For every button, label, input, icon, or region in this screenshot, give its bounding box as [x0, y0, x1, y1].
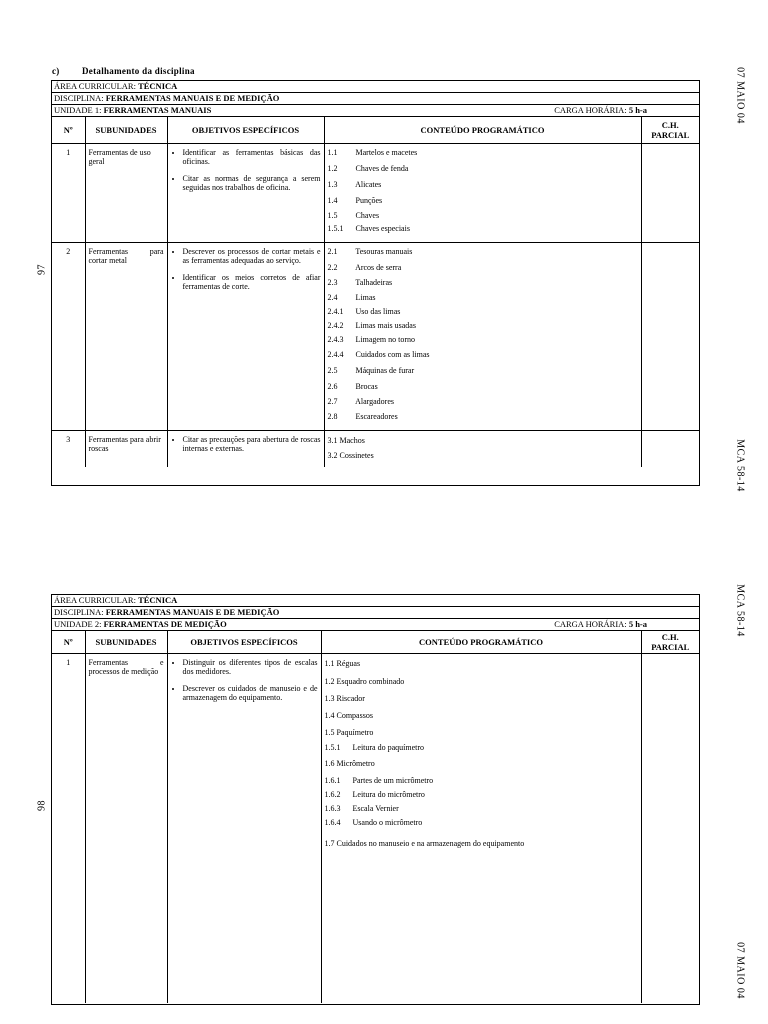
content-grid: [52, 631, 699, 1003]
discipline-row: DISCIPLINA: FERRAMENTAS MANUAIS E DE MEDIÇÃO: [52, 607, 699, 619]
content-item: 1.6 Micrômetro: [324, 758, 375, 768]
side-code-bottom: MCA 58-14: [734, 584, 746, 637]
col-header-objectives: OBJETIVOS ESPECÍFICOS: [167, 631, 321, 653]
row-content: [324, 430, 641, 467]
content-item: 1.6.1 Partes de um micrômetro: [324, 775, 434, 785]
unit-row: UNIDADE 1: FERRAMENTAS MANUAIS CARGA HORÁRIA: 5 h-a: [52, 105, 699, 117]
content-item: 1.1 Martelos e macetes: [327, 147, 418, 157]
col-header-number: Nº: [52, 117, 85, 143]
discipline-table-unit-2: [51, 594, 700, 1005]
row-content: [324, 143, 641, 242]
row-number: 2: [52, 242, 85, 430]
row-workload: [641, 242, 699, 430]
content-item: 1.4 Punções: [327, 195, 383, 205]
content-item: 1.5 Paquímetro: [324, 727, 374, 737]
col-header-workload: C.H. PARCIAL: [641, 631, 699, 653]
area-row: ÁREA CURRICULAR: TÉCNICA: [52, 595, 699, 607]
content-item: 2.8 Escareadores: [327, 411, 398, 421]
workload: CARGA HORÁRIA: 5 h-a: [554, 105, 647, 115]
side-date-bottom: 07 MAIO 04: [734, 942, 746, 999]
row-workload: [641, 143, 699, 242]
content-item: 3.1 Machos: [327, 435, 365, 445]
col-header-content: CONTEÚDO PROGRAMÁTICO: [321, 631, 641, 653]
content-item: 2.5 Máquinas de furar: [327, 365, 415, 375]
row-number: 1: [52, 143, 85, 242]
content-grid: [52, 117, 699, 467]
content-item: 2.6 Brocas: [327, 381, 378, 391]
content-item: 1.4 Compassos: [324, 710, 373, 720]
row-objectives: [167, 430, 324, 467]
content-item: 2.4 Limas: [327, 292, 376, 302]
row-content: [324, 242, 641, 430]
row-subunit: Ferramentas de uso geral: [85, 143, 167, 242]
content-item: 1.7 Cuidados no manuseio e na armazenagem do equipamento: [324, 838, 525, 848]
col-header-subunits: SUBUNIDADES: [85, 631, 167, 653]
page-number-top: 97: [36, 264, 48, 275]
side-code-top: MCA 58-14: [734, 439, 746, 492]
content-item: 1.2 Chaves de fenda: [327, 163, 409, 173]
content-item: 1.5.1 Leitura do paquímetro: [324, 742, 425, 752]
row-content: [321, 653, 641, 1003]
objective-item: • Identificar as ferramentas básicas das oficinas.: [183, 148, 321, 167]
content-item: 2.3 Talhadeiras: [327, 277, 393, 287]
discipline-table-unit-1: [51, 80, 700, 486]
row-number: 1: [52, 653, 85, 1003]
row-objectives: [167, 653, 321, 1003]
objective-item: • Descrever os cuidados de manuseio e de armazenagem do equipamento.: [183, 684, 318, 703]
row-subunit: Ferramentas para cortar metal: [85, 242, 167, 430]
objective-item: • Citar as precauções para abertura de roscas internas e externas.: [183, 435, 321, 454]
table-row: [52, 430, 699, 467]
content-item: 1.6.2 Leitura do micrômetro: [324, 789, 425, 799]
content-item: 2.2 Arcos de serra: [327, 262, 402, 272]
section-heading: [52, 66, 195, 76]
page-number-bottom: 98: [36, 800, 48, 811]
content-item: 1.6.4 Usando o micrômetro: [324, 817, 423, 827]
content-item: 1.2 Esquadro combinado: [324, 676, 405, 686]
col-header-subunits: SUBUNIDADES: [85, 117, 167, 143]
content-item: 2.1 Tesouras manuais: [327, 246, 413, 256]
row-subunit: Ferramentas para abrir roscas: [85, 430, 167, 467]
col-header-objectives: OBJETIVOS ESPECÍFICOS: [167, 117, 324, 143]
table-row: [52, 143, 699, 242]
section-label: c): [52, 66, 60, 76]
content-item: 1.1 Réguas: [324, 658, 361, 668]
area-row: ÁREA CURRICULAR: TÉCNICA: [52, 81, 699, 93]
content-item: 2.7 Alargadores: [327, 396, 395, 406]
unit-row: UNIDADE 2: FERRAMENTAS DE MEDIÇÃO CARGA HORÁRIA: 5 h-a: [52, 619, 699, 631]
col-header-number: Nº: [52, 631, 85, 653]
content-item: 2.4.3 Limagem no torno: [327, 334, 416, 344]
content-item: 1.5.1 Chaves especiais: [327, 223, 410, 233]
col-header-content: CONTEÚDO PROGRAMÁTICO: [324, 117, 641, 143]
row-workload: [641, 430, 699, 467]
row-objectives: [167, 242, 324, 430]
objective-item: • Distinguir os diferentes tipos de escalas dos medidores.: [183, 658, 318, 677]
workload: CARGA HORÁRIA: 5 h-a: [554, 619, 647, 629]
objective-item: • Citar as normas de segurança a serem seguidas nos trabalhos de oficina.: [183, 174, 321, 193]
table-row: [52, 242, 699, 430]
table-row: [52, 653, 699, 1003]
row-subunit: Ferramentas e processos de medição: [85, 653, 167, 1003]
section-title: Detalhamento da disciplina: [82, 66, 195, 76]
side-date-top: 07 MAIO 04: [734, 67, 746, 124]
content-item: 1.3 Riscador: [324, 693, 365, 703]
row-objectives: [167, 143, 324, 242]
content-item: 1.6.3 Escala Vernier: [324, 803, 399, 813]
objective-item: • Descrever os processos de cortar metais e as ferramentas adequadas ao serviço.: [183, 247, 321, 266]
objective-item: • Identificar os meios corretos de afiar ferramentas de corte.: [183, 273, 321, 292]
row-workload: [641, 653, 699, 1003]
content-item: 3.2 Cossinetes: [327, 450, 374, 460]
content-item: 2.4.4 Cuidados com as limas: [327, 349, 430, 359]
col-header-workload: C.H. PARCIAL: [641, 117, 699, 143]
discipline-row: DISCIPLINA: FERRAMENTAS MANUAIS E DE MEDIÇÃO: [52, 93, 699, 105]
content-item: 1.5 Chaves: [327, 210, 380, 220]
content-item: 2.4.1 Uso das limas: [327, 306, 401, 316]
row-number: 3: [52, 430, 85, 467]
content-item: 2.4.2 Limas mais usadas: [327, 320, 416, 330]
content-item: 1.3 Alicates: [327, 179, 382, 189]
